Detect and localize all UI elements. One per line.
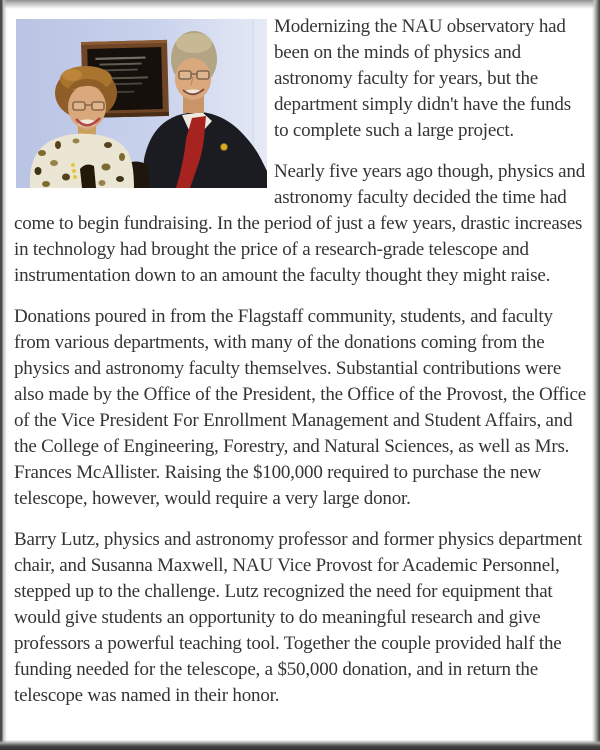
lapel-pin xyxy=(221,144,228,151)
dark-strap xyxy=(80,165,96,188)
paragraph-intro: Modernizing the NAU observatory had been on the minds of physics and astronomy faculty for years, but the department simply didn't have the funds to complete such a large project. xyxy=(274,16,571,141)
paragraph-lutz-maxwell: Barry Lutz, physics and astronomy professor and former physics department chair, and Susanna Maxwell, NAU Vice Provost for Academic Personnel, stepped up to the challenge. Lutz recognized the need for equipment that would give students an opportunity to do meaningful research and give professors a powerful teaching tool. Together the couple provided half the funding needed for the telescope, a $50,000 donation, and in return the telescope was named in their honor. xyxy=(14,529,582,706)
frame-edge-bottom xyxy=(0,740,600,750)
paragraph-fundraising: Nearly five years ago though, physics and astronomy faculty decided the time had come to begin fundraising. In the period of just a few years, drastic increases in technology had brought the price of a research-grade telescope and instrumentation down to an amount the faculty thought they might raise. xyxy=(14,161,586,286)
paragraph-donations: Donations poured in from the Flagstaff community, students, and faculty from various departments, with many of the donations coming from the physics and astronomy faculty themselves. Substantial contributions were also made by the Office of the President, the Office of the Provost, the Office of the Vice President For Enrollment Management and Student Affairs, and the College of Engineering, Forestry, and Natural Sciences, as well as Mrs. Frances McAllister. Raising the $100,000 required to purchase the new telescope, however, would require a very large donor. xyxy=(14,306,586,509)
donors-photo xyxy=(16,19,267,188)
